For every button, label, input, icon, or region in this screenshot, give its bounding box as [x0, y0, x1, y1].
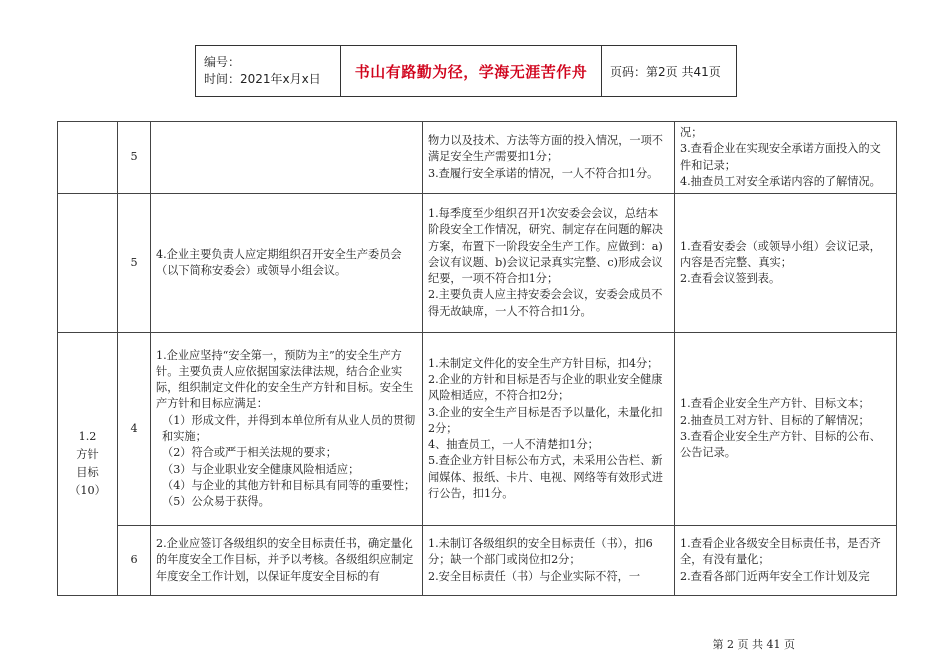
- method-cell: [675, 526, 897, 596]
- requirement-text: （4）与企业的其他方针和目标具有同等的重要性；: [162, 478, 416, 492]
- deduction-cell: [423, 333, 675, 526]
- requirement-text: （2）符合或严于相关法规的要求；: [162, 446, 337, 460]
- requirement-text: （1）形成文件，并得到本单位所有从业人员的贯彻和实施；: [162, 413, 416, 443]
- deduction-text: 4、抽查员工，一人不清楚扣1分；: [428, 438, 599, 452]
- requirement-cell: [151, 526, 423, 596]
- score-cell: 5: [118, 122, 151, 194]
- deduction-text: 1.未制定文件化的安全生产方针目标，扣4分；: [428, 356, 659, 370]
- deduction-cell: [423, 194, 675, 333]
- page-footer: 第 2 页 共 41 页: [712, 638, 795, 651]
- time-label: 时间：2021年x月x日: [204, 72, 321, 86]
- requirement-text: （3）与企业职业安全健康风险相适应；: [162, 462, 360, 476]
- requirement-cell: [151, 194, 423, 333]
- score-cell: 6: [118, 526, 151, 596]
- category-label: 1.2 方针 目标 （10）: [69, 430, 106, 497]
- header-meta-cell: [196, 46, 341, 97]
- assessment-table: [57, 121, 897, 596]
- category-cell: [58, 333, 118, 596]
- method-text: 2.查看会议签到表。: [680, 272, 781, 286]
- table-row: [58, 122, 897, 194]
- deduction-cell: [423, 122, 675, 194]
- motto: 书山有路勤为径，学海无涯苦作舟: [341, 46, 602, 97]
- deduction-text: 2.安全目标责任（书）与企业实际不符，一: [428, 569, 641, 583]
- method-text: 1.查看安委会（或领导小组）会议记录，内容是否完整、真实；: [680, 239, 881, 269]
- table-row: [58, 526, 897, 596]
- deduction-text: 1.每季度至少组织召开1次安委会会议，总结本阶段安全工作情况，研究、制定存在问题的解决方案，布置下一阶段安全生产工作。应做到：a)会议有议题、b)会议记录真实完整、c)形成会议纪要，一项不符合扣1分；: [428, 206, 663, 286]
- deduction-text: 2.企业的方针和目标是否与企业的职业安全健康风险相适应，不符合扣2分；: [428, 372, 663, 403]
- number-label: 编号：: [204, 55, 241, 69]
- document-header: [195, 45, 737, 97]
- deduction-text: 1.未制订各级组织的安全目标责任（书），扣6分；缺一个部门或岗位扣2分；: [428, 537, 653, 567]
- score-cell: 5: [118, 194, 151, 333]
- category-cell: [58, 194, 118, 333]
- requirement-text: 1.企业应坚持“安全第一，预防为主”的安全生产方针。主要负责人应依据国家法律法规，结合企业实际，组织制定文件化的安全生产方针和目标。安全生产方针和目标应满足：: [156, 348, 414, 411]
- deduction-text: 2.主要负责人应主持安委会会议，安委会成员不得无故缺席，一人不符合扣1分。: [428, 288, 663, 318]
- requirement-text: 4.企业主要负责人应定期组织召开安全生产委员会（以下简称安委会）或领导小组会议。: [156, 247, 402, 277]
- table-row: [58, 333, 897, 526]
- method-text: 1.查看企业各级安全目标责任书，是否齐全，有没有量化；: [680, 537, 881, 567]
- deduction-text: 物力以及技术、方法等方面的投入情况，一项不满足安全生产需要扣1分；: [428, 134, 663, 164]
- method-cell: [675, 122, 897, 194]
- method-text: 1.查看企业安全生产方针、目标文本；: [680, 397, 870, 411]
- requirement-text: 2.企业应签订各级组织的安全目标责任书，确定量化的年度安全工作目标，并予以考核。各级组织应制定年度安全工作计划，以保证年度安全目标的有: [156, 537, 414, 583]
- deduction-text: 5.查企业方针目标公布方式，未采用公告栏、新闻媒体、报纸、卡片、电视、网络等有效形式进行公告，扣1分。: [428, 454, 663, 501]
- category-cell: [58, 122, 118, 194]
- page-label: 页码：第2页 共41页: [602, 46, 737, 97]
- score-cell: 4: [118, 333, 151, 526]
- method-text: 2.查看各部门近两年安全工作计划及完: [680, 569, 870, 583]
- requirement-cell: [151, 333, 423, 526]
- method-text: 4.抽查员工对安全承诺内容的了解情况。: [680, 174, 881, 188]
- deduction-text: 3.企业的安全生产目标是否予以量化，未量化扣2分；: [428, 405, 663, 435]
- method-text: 3.查看企业安全生产方针、目标的公布、公告记录。: [680, 430, 881, 460]
- table-row: [58, 194, 897, 333]
- method-cell: [675, 194, 897, 333]
- method-text: 况；: [680, 125, 703, 139]
- deduction-cell: [423, 526, 675, 596]
- deduction-text: 3.查履行安全承诺的情况，一人不符合扣1分。: [428, 166, 659, 180]
- method-cell: [675, 333, 897, 526]
- method-text: 3.查看企业在实现安全承诺方面投入的文件和记录；: [680, 142, 881, 172]
- requirement-text: （5）公众易于获得。: [162, 495, 270, 509]
- method-text: 2.抽查员工对方针、目标的了解情况；: [680, 413, 870, 427]
- requirement-cell: [151, 122, 423, 194]
